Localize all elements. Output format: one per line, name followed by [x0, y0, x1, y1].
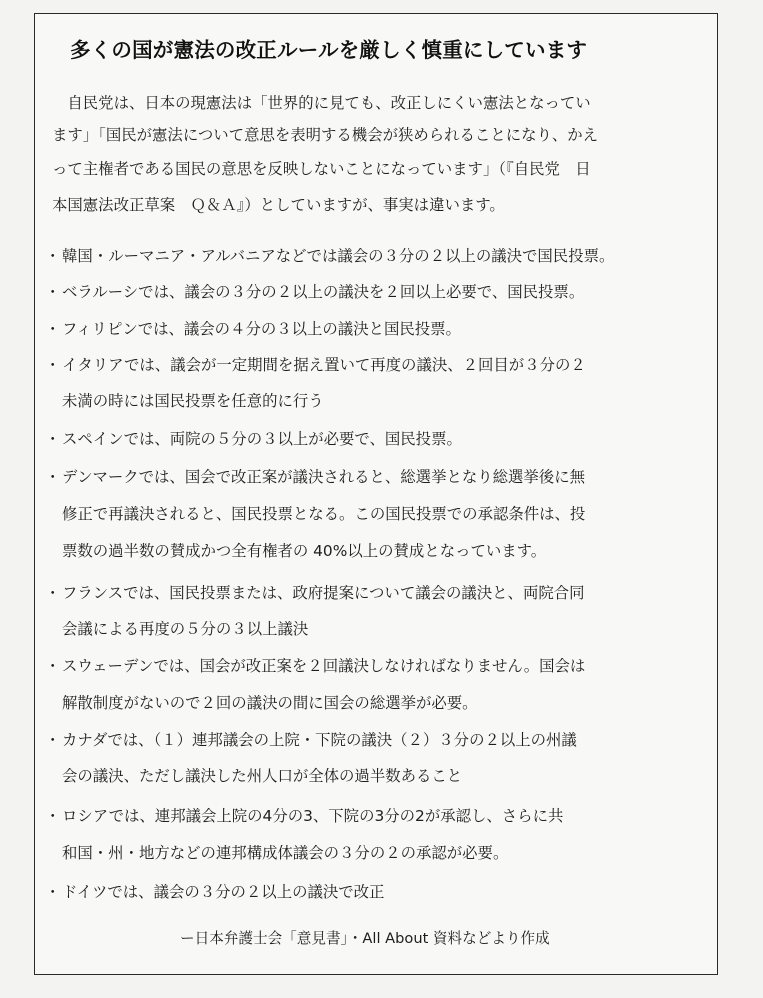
- bullet-dot: ・: [45, 283, 61, 301]
- list-item-continuation: 和国・州・地方などの連邦構成体議会の３分の２の承認が必要。: [62, 844, 509, 862]
- document-title: 多くの国が憲法の改正ルールを厳しく慎重にしています: [70, 38, 588, 62]
- bullet-dot: ・: [45, 356, 61, 374]
- intro-line: って主権者である国民の意思を反映しないことになっています」（『自民党 日: [52, 160, 591, 178]
- intro-line: 本国憲法改正草案 Ｑ＆Ａ』）としていますが、事実は違います。: [52, 196, 505, 214]
- bullet-dot: ・: [45, 468, 61, 486]
- bullet-dot: ・: [45, 430, 61, 448]
- bullet-dot: ・: [45, 731, 61, 749]
- list-item-text: 韓国・ルーマニア・アルバニアなどでは議会の３分の２以上の議決で国民投票。: [62, 247, 615, 265]
- bullet-dot: ・: [45, 247, 61, 265]
- bullet-dot: ・: [45, 883, 61, 901]
- document-frame: [34, 13, 718, 975]
- list-item: [45, 583, 585, 603]
- list-item-text: フィリピンでは、議会の４分の３以上の議決と国民投票。: [62, 320, 461, 338]
- list-item-continuation: 解散制度がないので２回の議決の間に国会の総選挙が必要。: [62, 694, 478, 712]
- list-item: [45, 246, 614, 266]
- intro-line: 自民党は、日本の現憲法は「世界的に見ても、改正しにくい憲法となってい: [52, 94, 591, 112]
- list-item: [45, 882, 384, 902]
- list-item-text: カナダでは、（１）連邦議会の上院・下院の議決（２）３分の２以上の州議: [62, 731, 577, 749]
- bullet-dot: ・: [45, 320, 61, 338]
- list-item-text: スウェーデンでは、国会が改正案を２回議決しなければなりません。国会は: [62, 657, 586, 675]
- list-item-text: ドイツでは、議会の３分の２以上の議決で改正: [62, 883, 385, 901]
- source-note: ー日本弁護士会「意見書」・All About 資料などより作成: [180, 930, 550, 947]
- list-item: [45, 319, 461, 339]
- bullet-dot: ・: [45, 657, 61, 675]
- list-item-text: デンマークでは、国会で改正案が議決されると、総選挙となり総選挙後に無: [62, 468, 585, 486]
- list-item: [45, 282, 584, 302]
- list-item-text: スペインでは、両院の５分の３以上が必要で、国民投票。: [62, 430, 462, 448]
- list-item: [45, 656, 585, 676]
- list-item-continuation: 会議による再度の５分の３以上議決: [62, 620, 309, 638]
- list-item-continuation: 未満の時には国民投票を任意的に行う: [62, 392, 324, 410]
- list-item-continuation: 修正で再議決されると、国民投票となる。この国民投票での承認条件は、投: [62, 505, 586, 523]
- bullet-dot: ・: [45, 584, 61, 602]
- list-item: [45, 355, 586, 375]
- list-item-continuation: 会の議決、ただし議決した州人口が全体の過半数あること: [62, 767, 463, 785]
- list-item-text: ロシアでは、連邦議会上院の4分の3、下院の3分の2が承認し、さらに共: [62, 807, 564, 825]
- list-item: [45, 730, 577, 750]
- list-item-text: フランスでは、国民投票または、政府提案について議会の議決と、両院合同: [62, 584, 585, 602]
- list-item-text: イタリアでは、議会が一定期間を据え置いて再度の議決、２回目が３分の２: [62, 356, 586, 374]
- list-item: [45, 429, 462, 449]
- list-item-text: ベラルーシでは、議会の３分の２以上の議決を２回以上必要で、国民投票。: [62, 283, 585, 301]
- bullet-dot: ・: [45, 807, 61, 825]
- list-item-continuation: 票数の過半数の賛成かつ全有権者の 40%以上の賛成となっています。: [62, 542, 547, 560]
- intro-line: ます」「国民が憲法について意思を表明する機会が狭められることになり、かえ: [52, 126, 599, 144]
- list-item: [45, 467, 585, 487]
- list-item: [45, 806, 563, 826]
